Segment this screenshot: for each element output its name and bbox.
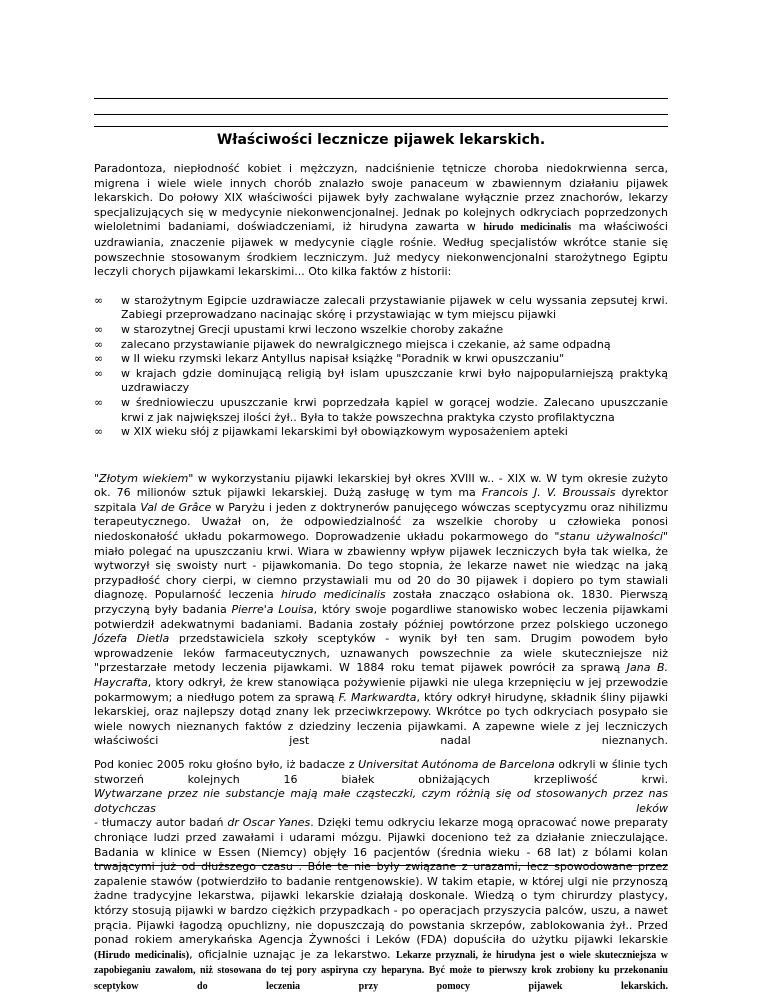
infinity-bullet-icon: ∞: [94, 366, 104, 380]
recent-text: , oficjalnie uznając je za lekarstwo.: [189, 947, 397, 961]
name-broussais: Francois J. V. Broussais: [481, 486, 616, 500]
history-text: , który swoje pogardliwe stanowisko wobec leczenia pijawkami potwierdził adekwatnymi badaniami. Badania zostały później powtórzone przez polskiego uczonego: [94, 603, 669, 631]
history-paragraph: [94, 472, 668, 749]
phrase-stanu: "stanu używalności": [554, 530, 668, 544]
infinity-bullet-icon: ∞: [94, 322, 104, 336]
list-item: [94, 294, 668, 323]
name-university: Universitat Autónoma de Barcelona: [358, 757, 555, 771]
list-item: [94, 338, 668, 353]
history-text: , który odkrył hirudynę, składnik śliny pijawki lekarskiej, oraz najlepszy dotąd znany lek przeciwkrzepowy. Wkrótce po tych odkryciach posypało sie wiele nowych nieznanych faktów z dziedziny leczenia pijawkami. A zapewne wiele z jej leczniczych właściwości jest nadal nieznanych.: [94, 690, 668, 748]
name-markwardt: F. Markwardta: [338, 690, 417, 704]
intro-paragraph: [94, 162, 668, 280]
fact-text: zalecano przystawianie pijawek do newralgicznego miejsca i czekanie, aż same odpadną: [121, 337, 611, 351]
infinity-bullet-icon: ∞: [94, 293, 104, 307]
top-rule-3: [94, 126, 668, 127]
fact-text: w krajach gdzie dominującą religią był islam upuszczanie krwi było najpopularniejszą praktyką uzdrawiaczy: [121, 366, 668, 395]
history-text: miało polegać na upuszczaniu krwi. Wiara w zbawienny wpływ pijawek leczniczych była tak wielka, że wytworzył się swoisty nurt - pijawkomania. Do tego stopnia, że lekarze nawet nie wiedząc na jaką przypadłość chory cierpi, w ciemno przystawiali mu od 20 do 30 pijawek i dopiero po tym stawiali diagnozę. Popularność leczenia: [94, 544, 668, 602]
infinity-bullet-icon: ∞: [94, 425, 104, 439]
infinity-bullet-icon: ∞: [94, 337, 104, 351]
history-facts-list: [94, 294, 668, 440]
page-title: Właściwości lecznicze pijawek lekarskich.: [216, 132, 546, 148]
history-text: w wykorzystaniu pijawki lekarskiej był okres XVIII w.. - XIX w. W tym okresie zużyto ok. 76 milionów sztuk pijawki lekarskiej. Dużą zasługę w tym ma: [94, 471, 668, 500]
name-haycraft: Jana B. Haycrafta: [94, 661, 668, 689]
fact-text: w średniowieczu upuszczanie krwi poprzedzała kąpiel w gorącej wodzie. Zalecano upuszczanie krwi z jak największej ilości żył.. Była to także powszechna praktyka czysto profilaktyczna: [121, 395, 668, 424]
list-item: [94, 425, 668, 440]
latin-hirudo: hirudo medicinalis: [280, 588, 386, 602]
history-text: w Paryżu i jeden z doktrynerów panujęcego wówczas sceptycyzmu oraz nihilizmu terapeutycznego. Uważał on, że odpowiedzialność za wszelkie choroby u człowieka ponosi niedoskonałość układu pokarmowego. Doprowadzenie układu pokarmowego do: [94, 500, 669, 544]
document-frame: [94, 98, 669, 992]
recent-text: Pod koniec 2005 roku głośno było, iż badacze z: [94, 757, 359, 771]
fact-text: w II wieku rzymski lekarz Antyllus napisał książkę "Poradnik w krwi opuszczaniu": [121, 352, 565, 366]
history-text: została znacząco osłabiona ok. 1830. Pierwszą przyczyną były badania: [94, 588, 668, 617]
recent-research-paragraph: [94, 758, 668, 994]
closing-statement: Lekarze przyznali, że hirudyna jest o wiele skuteczniejsza w zapobieganiu zawałom, niż stosowana do tej pory aspiryna czy heparyna. Być może to pierwszy krok zrobiony ku przekonaniu sceptykow do leczenia przy pomocy pijawek lekarskich.: [94, 949, 669, 992]
list-item: [94, 367, 668, 396]
fact-text: w XIX wieku słój z pijawkami lekarskimi był obowiązkowym wyposażeniem apteki: [121, 425, 568, 439]
recent-text: odkryli w ślinie tych stworzeń kolejnych 16 białek obniżających krzepliwość krwi.: [94, 757, 668, 786]
intro-text-1: Paradontoza, niepłodność kobiet i mężczyzn, nadciśnienie tętnicze choroba niedokrwienna serca, migrena i wiele wiele innych chorób znalazło swoje panaceum w zbawiennym działaniu pijawek lekarskich. Do połowy XIX właściwości pijawek były zachwalane wyłącznie przez znachorów, lekarzy specjalizujących się w medycynie niekonwencjonalnej. Jednak po kolejnych odkryciach poprzedzonych wieloletnimi badaniami, doświadczeniami, iż hirudyna zawarta w: [94, 162, 668, 234]
intro-text-2: ma właściwości uzdrawiania, znaczenie pijawek w medycynie ciągle rośnie. Według specjalistów wkrótce stanie się powszechnie stosowanym środkiem leczniczym. Już medycy niekonwencjonalni starożytnego Egiptu leczyli chorych pijawkami lekarskimi... Oto kilka faktów z historii:: [94, 220, 668, 279]
research-quote: Wytwarzane przez nie substancje mają małe cząsteczki, czym różnią się od stosowanych przez nas dotychczas leków: [94, 787, 668, 815]
recent-text: . Dzięki temu odkryciu lekarze mogą opracować nowe preparaty chroniące ludzi przed zawałami i udarami mózgu. Pijawki doceniono też za działanie znieczulające. Badania w klinice w Essen (Niemcy) objęły 16 pacjentów (średnia wieku - 68 lat) z bólami kolan trwającymi już od dłuższego czasu . Bóle te nie były związane z urazami, lecz spowodowane przez zapalenie stawów (potwierdziło to badanie rentgenowskie). W takim etapie, w której ulgi nie przynoszą żadne tradycyjne lekarstwa, pijawki lekarskie działają doskonale. Wiedzą o tym chirurdzy plastycy, którzy stosują pijawki w bardzo ciężkich przypadkach - po operacjach przyszycia palców, uszu, a nawet prącia. Pijawki łagodzą opuchlizny, nie dopuszczają do powstania skrzepów, zablokowania żył.. Przed ponad rokiem amerykańska Agencja Żywności i Leków (FDA) dopuściła do użytku pijawki lekarskie: [94, 816, 668, 947]
top-rule-1: [94, 98, 668, 99]
list-item: [94, 396, 668, 425]
intro-latin-term: hirudo medicinalis: [483, 222, 572, 234]
top-rule-2: [94, 114, 668, 115]
history-text: przedstawiciela szkoły sceptyków - wynik był ten sam. Drugim powodem było wprowadzenie leków farmaceutycznych, uznawanych powszechnie za wiele skuteczniejsze niż "przestarzałe metody leczenia pijawkami. W 1884 roku temat pijawek powrócił za sprawą: [94, 632, 668, 675]
article-body: [94, 162, 668, 994]
fact-text: w starożytnym Egipcie uzdrawiacze zalecali przystawianie pijawek w celu wyssania zepsutej krwi. Zabiegi przeprowadzano nacinając skórę i przystawiając w tym miejscu pijawki: [121, 293, 668, 322]
name-val-de-grace: Val de Grâce: [140, 500, 212, 514]
infinity-bullet-icon: ∞: [94, 352, 104, 366]
name-dietl: Józefa Dietla: [94, 632, 170, 646]
history-text: dyrektor szpitala: [94, 486, 668, 514]
list-item: [94, 352, 668, 367]
latin-hirudo-2: (Hirudo medicinalis): [94, 949, 190, 961]
list-item: [94, 323, 668, 338]
name-louisa: Pierre'a Louisa: [231, 603, 314, 617]
name-yanes: dr Oscar Yanes: [227, 816, 311, 830]
golden-age-phrase: "Złotym wiekiem": [94, 471, 194, 485]
recent-text: - tłumaczy autor badań: [94, 816, 228, 830]
infinity-bullet-icon: ∞: [94, 395, 104, 409]
history-text: , ktory odkrył, że krew stanowiąca pożywienie pijawki nie ulega krzepnięciu w jej przewodzie pokarmowym; a niedługo potem za sprawą: [94, 676, 668, 704]
fact-text: w starozytnej Grecji upustami krwi leczono wszelkie choroby zakaźne: [121, 322, 504, 336]
